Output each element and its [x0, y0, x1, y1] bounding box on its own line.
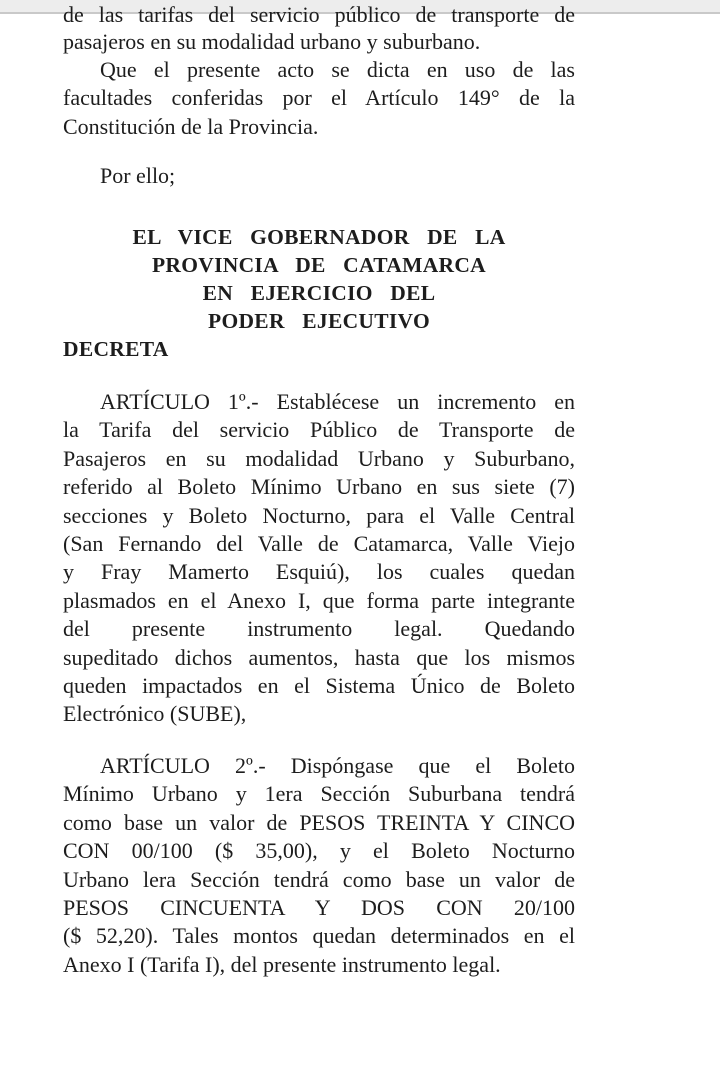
text-line: ARTÍCULO 1º.- Establécese un incremento en: [100, 389, 575, 414]
text-line: PODER EJECUTIVO: [208, 309, 430, 333]
text-line: y Fray Mamerto Esquiú), los cuales quedan: [63, 559, 575, 585]
paragraph-intro-tail: [63, 28, 575, 56]
decree-heading: [63, 223, 575, 363]
text-line: de las tarifas del servicio público de transporte de: [63, 2, 575, 27]
text-line: secciones y Boleto Nocturno, para el Valle Central: [63, 502, 575, 528]
text-line: la Tarifa del servicio Público de Transporte de: [63, 417, 575, 443]
text-line: como base un valor de PESOS TREINTA Y CINCO: [63, 809, 575, 835]
text-line: del presente instrumento legal. Quedando: [63, 616, 575, 642]
text-line: DECRETA: [63, 337, 169, 361]
text-line: queden impactados en el Sistema Único de Boleto: [63, 673, 575, 699]
text-line: (San Fernando del Valle de Catamarca, Valle Viejo: [63, 531, 575, 557]
text-line: Constitución de la Provincia.: [63, 113, 319, 139]
text-line: Pasajeros en su modalidad Urbano y Suburbano,: [63, 445, 575, 471]
text-line: EN EJERCICIO DEL: [202, 281, 436, 305]
text-line: pasajeros en su modalidad urbano y suburbano.: [63, 29, 481, 54]
text-line: supeditado dichos aumentos, hasta que los mismos: [63, 644, 575, 670]
paragraph-por-ello: [63, 162, 575, 190]
text-line: PROVINCIA DE CATAMARCA: [151, 253, 487, 277]
text-line: Anexo I (Tarifa I), del presente instrumento legal.: [63, 951, 501, 977]
text-line: Electrónico (SUBE),: [63, 701, 247, 727]
paragraph-clipped-top-line: [63, 2, 575, 27]
text-line: ARTÍCULO 2º.- Dispóngase que el Boleto: [100, 753, 575, 778]
text-line: PESOS CINCUENTA Y DOS CON 20/100: [63, 895, 575, 921]
text-line: Urbano lera Sección tendrá como base un valor de: [63, 866, 575, 892]
text-line: EL VICE GOBERNADOR DE LA: [132, 225, 506, 249]
text-line: CON 00/100 ($ 35,00), y el Boleto Nocturno: [63, 838, 575, 864]
text-line: facultades conferidas por el Artículo 149° de la: [63, 85, 575, 111]
paragraph-article-1: [63, 388, 575, 729]
text-line: Por ello;: [100, 163, 176, 188]
text-line: Que el presente acto se dicta en uso de las: [100, 57, 575, 82]
text-line: Mínimo Urbano y 1era Sección Suburbana tendrá: [63, 781, 575, 807]
text-line: referido al Boleto Mínimo Urbano en sus siete (7): [63, 474, 575, 500]
paragraph-recital: [63, 56, 575, 141]
text-line: plasmados en el Anexo I, que forma parte integrante: [63, 587, 575, 613]
paragraph-article-2: [63, 752, 575, 979]
text-line: ($ 52,20). Tales montos quedan determinados en el: [63, 923, 575, 949]
